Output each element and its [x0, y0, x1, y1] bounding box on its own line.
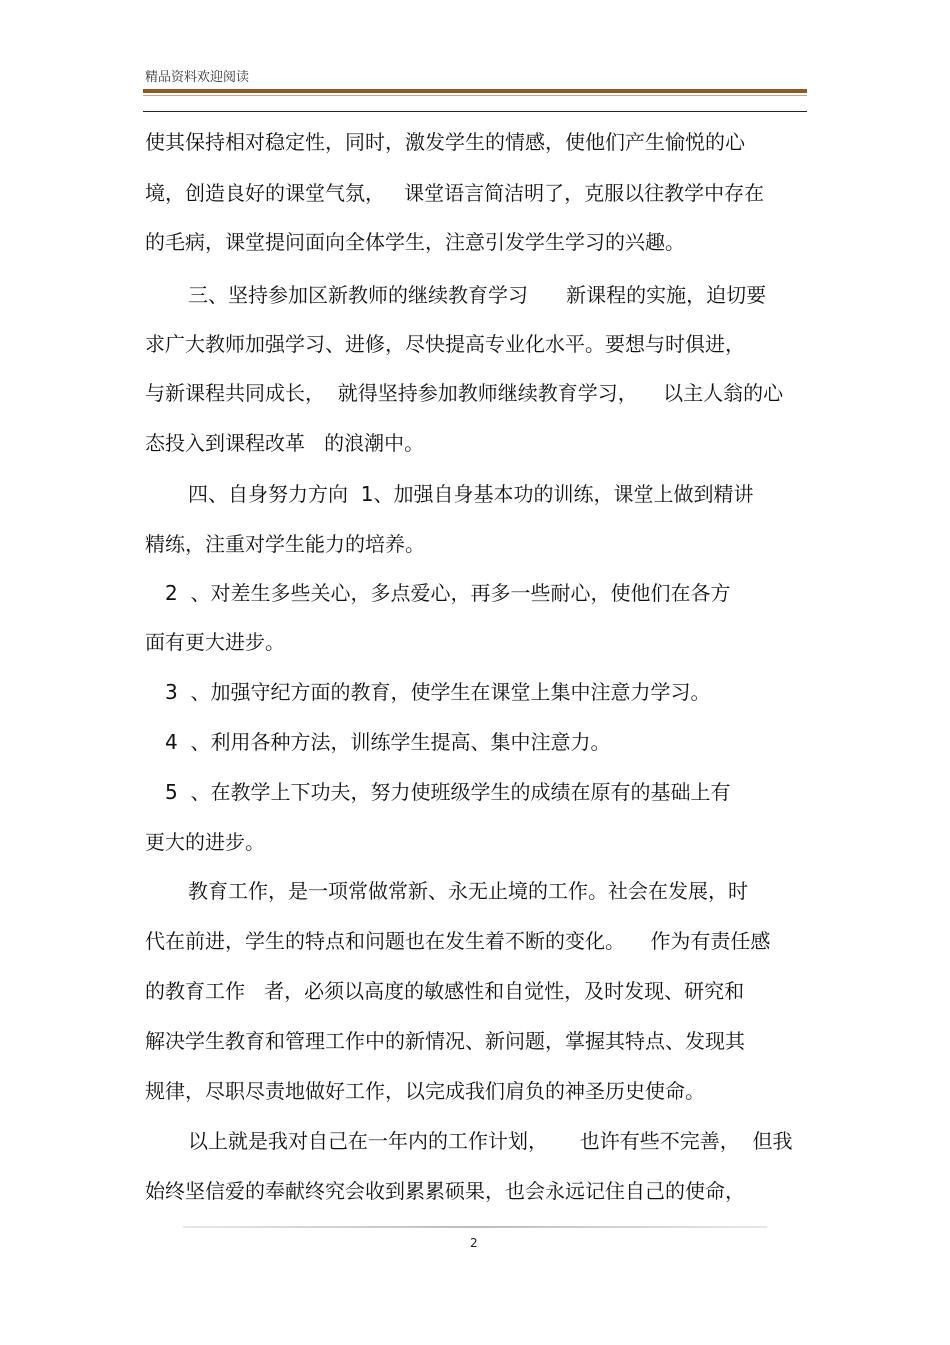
text-line: 的毛病，课堂提问面向全体学生，注意引发学生学习的兴趣。 [145, 230, 685, 254]
header-rule-thick [143, 89, 807, 93]
text-line: 3 、加强守纪方面的教育，使学生在课堂上集中注意力学习。 [165, 680, 711, 704]
text-line: 代在前进，学生的特点和问题也在发生着不断的变化。 作为有责任感 [145, 929, 771, 953]
text-line: 的教育工作 者，必须以高度的敏感性和自觉性，及时发现、研究和 [145, 979, 745, 1003]
text-line: 四、自身努力方向 1、加强自身基本功的训练，课堂上做到精讲 [188, 482, 754, 506]
text-line: 面有更大进步。 [145, 630, 285, 654]
text-line: 精练，注重对学生能力的培养。 [145, 532, 425, 556]
text-line: 态投入到课程改革 的浪潮中。 [145, 431, 425, 455]
page-number: 2 [470, 1236, 478, 1250]
text-line: 5 、在教学上下功夫，努力使班级学生的成绩在原有的基础上有 [165, 780, 731, 804]
text-line: 2 、对差生多些关心，多点爱心，再多一些耐心，使他们在各方 [165, 581, 731, 605]
text-line: 解决学生教育和管理工作中的新情况、新问题，掌握其特点、发现其 [145, 1029, 745, 1053]
text-line: 境，创造良好的课堂气氛， 课堂语言简洁明了，克服以往教学中存在 [145, 181, 765, 205]
text-line: 求广大教师加强学习、进修，尽快提高专业化水平。要想与时俱进， [145, 332, 745, 356]
text-line: 更大的进步。 [145, 830, 265, 854]
text-line: 使其保持相对稳定性，同时，激发学生的情感，使他们产生愉悦的心 [145, 130, 745, 154]
text-line: 与新课程共同成长， 就得坚持参加教师继续教育学习， 以主人翁的心 [145, 381, 784, 405]
header-rule-thin [143, 95, 807, 96]
text-line: 教育工作，是一项常做常新、永无止境的工作。社会在发展，时 [188, 879, 748, 903]
text-line: 始终坚信爱的奉献终究会收到累累硕果，也会永远记住自己的使命， [145, 1179, 745, 1203]
text-line: 4 、利用各种方法，训练学生提高、集中注意力。 [165, 730, 611, 754]
header-text: 精品资料欢迎阅读 [145, 70, 250, 85]
text-line: 规律，尽职尽责地做好工作，以完成我们肩负的神圣历史使命。 [145, 1079, 705, 1103]
footer-rule [183, 1226, 767, 1228]
header-rule-bottom [143, 111, 807, 112]
text-line: 三、坚持参加区新教师的继续教育学习 新课程的实施，迫切要 [188, 283, 767, 307]
text-line: 以上就是我对自己在一年内的工作计划， 也许有些不完善， 但我 [188, 1129, 793, 1153]
